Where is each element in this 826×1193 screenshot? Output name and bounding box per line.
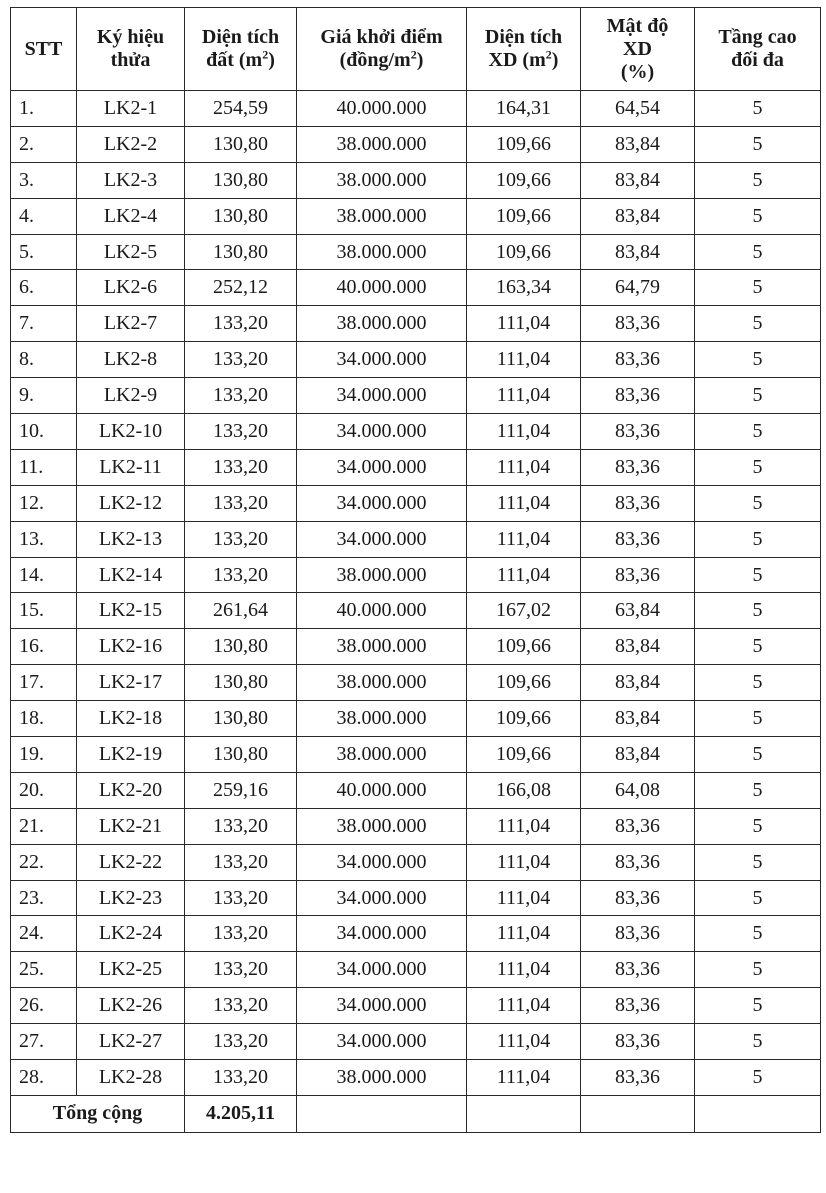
cell-starting-price: 34.000.000 bbox=[297, 378, 467, 414]
cell-starting-price: 34.000.000 bbox=[297, 521, 467, 557]
header-land-area-unit-sup: 2 bbox=[262, 47, 269, 62]
cell-max-floors: 5 bbox=[695, 198, 821, 234]
total-empty-cell bbox=[695, 1095, 821, 1132]
cell-stt: 27. bbox=[11, 1024, 77, 1060]
table-row bbox=[11, 629, 821, 665]
cell-max-floors: 5 bbox=[695, 629, 821, 665]
cell-land-area: 259,16 bbox=[185, 772, 297, 808]
cell-starting-price: 34.000.000 bbox=[297, 414, 467, 450]
cell-building-area: 111,04 bbox=[467, 844, 581, 880]
cell-land-area: 130,80 bbox=[185, 629, 297, 665]
table-row bbox=[11, 988, 821, 1024]
cell-lot-code: LK2-9 bbox=[77, 378, 185, 414]
header-max-floors-line1: Tầng cao bbox=[718, 26, 797, 48]
header-building-area-unit-sup: 2 bbox=[545, 47, 552, 62]
cell-land-area: 130,80 bbox=[185, 234, 297, 270]
cell-building-area: 111,04 bbox=[467, 880, 581, 916]
cell-lot-code: LK2-26 bbox=[77, 988, 185, 1024]
cell-building-area: 111,04 bbox=[467, 449, 581, 485]
cell-max-floors: 5 bbox=[695, 916, 821, 952]
cell-building-area: 109,66 bbox=[467, 234, 581, 270]
cell-land-area: 133,20 bbox=[185, 342, 297, 378]
cell-land-area: 133,20 bbox=[185, 880, 297, 916]
cell-starting-price: 38.000.000 bbox=[297, 701, 467, 737]
table-row bbox=[11, 162, 821, 198]
cell-max-floors: 5 bbox=[695, 378, 821, 414]
cell-lot-code: LK2-27 bbox=[77, 1024, 185, 1060]
cell-max-floors: 5 bbox=[695, 449, 821, 485]
header-max-floors-line2: đối đa bbox=[731, 49, 784, 71]
table-row bbox=[11, 772, 821, 808]
cell-building-area: 111,04 bbox=[467, 916, 581, 952]
cell-stt: 4. bbox=[11, 198, 77, 234]
cell-starting-price: 38.000.000 bbox=[297, 1060, 467, 1096]
table-row bbox=[11, 880, 821, 916]
table-row bbox=[11, 808, 821, 844]
cell-building-density: 83,36 bbox=[581, 844, 695, 880]
cell-land-area: 130,80 bbox=[185, 126, 297, 162]
cell-building-area: 166,08 bbox=[467, 772, 581, 808]
cell-building-area: 111,04 bbox=[467, 1060, 581, 1096]
cell-lot-code: LK2-10 bbox=[77, 414, 185, 450]
header-starting-price-line1: Giá khởi điểm bbox=[320, 26, 443, 48]
total-empty-cell bbox=[297, 1095, 467, 1132]
cell-land-area: 133,20 bbox=[185, 1024, 297, 1060]
table-row bbox=[11, 270, 821, 306]
cell-starting-price: 38.000.000 bbox=[297, 126, 467, 162]
cell-starting-price: 40.000.000 bbox=[297, 593, 467, 629]
cell-building-area: 111,04 bbox=[467, 342, 581, 378]
cell-max-floors: 5 bbox=[695, 880, 821, 916]
table-row bbox=[11, 91, 821, 127]
cell-starting-price: 34.000.000 bbox=[297, 880, 467, 916]
header-stt bbox=[11, 8, 77, 91]
table-row bbox=[11, 1024, 821, 1060]
cell-building-area: 111,04 bbox=[467, 1024, 581, 1060]
cell-building-density: 83,36 bbox=[581, 306, 695, 342]
cell-max-floors: 5 bbox=[695, 414, 821, 450]
table-header bbox=[11, 8, 821, 91]
cell-stt: 7. bbox=[11, 306, 77, 342]
cell-land-area: 130,80 bbox=[185, 665, 297, 701]
cell-starting-price: 34.000.000 bbox=[297, 485, 467, 521]
cell-building-area: 167,02 bbox=[467, 593, 581, 629]
cell-lot-code: LK2-5 bbox=[77, 234, 185, 270]
cell-building-area: 109,66 bbox=[467, 198, 581, 234]
cell-land-area: 133,20 bbox=[185, 988, 297, 1024]
cell-building-area: 109,66 bbox=[467, 162, 581, 198]
cell-stt: 2. bbox=[11, 126, 77, 162]
total-row bbox=[11, 1095, 821, 1132]
table-row bbox=[11, 414, 821, 450]
lot-table bbox=[10, 7, 821, 1133]
header-building-density bbox=[581, 8, 695, 91]
cell-building-area: 111,04 bbox=[467, 485, 581, 521]
cell-land-area: 133,20 bbox=[185, 306, 297, 342]
table-row bbox=[11, 1060, 821, 1096]
cell-land-area: 133,20 bbox=[185, 844, 297, 880]
header-lot-code-line1: Ký hiệu bbox=[96, 26, 165, 48]
cell-stt: 25. bbox=[11, 952, 77, 988]
cell-starting-price: 34.000.000 bbox=[297, 1024, 467, 1060]
cell-stt: 21. bbox=[11, 808, 77, 844]
header-land-area-unit-post: ) bbox=[268, 49, 275, 71]
cell-starting-price: 38.000.000 bbox=[297, 737, 467, 773]
cell-building-density: 83,36 bbox=[581, 1060, 695, 1096]
cell-starting-price: 34.000.000 bbox=[297, 988, 467, 1024]
cell-lot-code: LK2-4 bbox=[77, 198, 185, 234]
cell-lot-code: LK2-24 bbox=[77, 916, 185, 952]
header-building-density-line2: XD bbox=[623, 37, 652, 60]
cell-lot-code: LK2-8 bbox=[77, 342, 185, 378]
table-row bbox=[11, 378, 821, 414]
cell-land-area: 133,20 bbox=[185, 916, 297, 952]
header-building-area-line1: Diện tích bbox=[484, 26, 563, 48]
cell-building-area: 109,66 bbox=[467, 701, 581, 737]
cell-lot-code: LK2-11 bbox=[77, 449, 185, 485]
cell-building-density: 83,36 bbox=[581, 916, 695, 952]
cell-building-density: 83,84 bbox=[581, 701, 695, 737]
cell-stt: 17. bbox=[11, 665, 77, 701]
cell-stt: 23. bbox=[11, 880, 77, 916]
table-row bbox=[11, 449, 821, 485]
cell-building-area: 111,04 bbox=[467, 988, 581, 1024]
cell-starting-price: 38.000.000 bbox=[297, 557, 467, 593]
table-body bbox=[11, 91, 821, 1096]
cell-lot-code: LK2-16 bbox=[77, 629, 185, 665]
cell-lot-code: LK2-2 bbox=[77, 126, 185, 162]
table-row bbox=[11, 844, 821, 880]
lot-table-sheet bbox=[10, 7, 820, 1133]
cell-land-area: 261,64 bbox=[185, 593, 297, 629]
cell-starting-price: 34.000.000 bbox=[297, 342, 467, 378]
total-label: Tổng cộng bbox=[11, 1095, 185, 1132]
cell-lot-code: LK2-22 bbox=[77, 844, 185, 880]
cell-max-floors: 5 bbox=[695, 701, 821, 737]
cell-starting-price: 40.000.000 bbox=[297, 91, 467, 127]
cell-building-density: 83,84 bbox=[581, 126, 695, 162]
cell-land-area: 252,12 bbox=[185, 270, 297, 306]
cell-building-density: 83,36 bbox=[581, 988, 695, 1024]
cell-land-area: 133,20 bbox=[185, 485, 297, 521]
cell-lot-code: LK2-17 bbox=[77, 665, 185, 701]
cell-stt: 1. bbox=[11, 91, 77, 127]
header-land-area bbox=[185, 8, 297, 91]
cell-building-density: 83,36 bbox=[581, 449, 695, 485]
cell-stt: 15. bbox=[11, 593, 77, 629]
table-row bbox=[11, 557, 821, 593]
cell-starting-price: 38.000.000 bbox=[297, 665, 467, 701]
cell-land-area: 130,80 bbox=[185, 701, 297, 737]
cell-land-area: 130,80 bbox=[185, 198, 297, 234]
cell-stt: 9. bbox=[11, 378, 77, 414]
cell-stt: 13. bbox=[11, 521, 77, 557]
cell-max-floors: 5 bbox=[695, 521, 821, 557]
cell-land-area: 130,80 bbox=[185, 737, 297, 773]
cell-building-density: 64,08 bbox=[581, 772, 695, 808]
table-row bbox=[11, 521, 821, 557]
cell-lot-code: LK2-25 bbox=[77, 952, 185, 988]
header-max-floors bbox=[695, 8, 821, 91]
cell-land-area: 133,20 bbox=[185, 378, 297, 414]
header-lot-code bbox=[77, 8, 185, 91]
total-land-area: 4.205,11 bbox=[185, 1095, 297, 1132]
cell-land-area: 133,20 bbox=[185, 414, 297, 450]
cell-max-floors: 5 bbox=[695, 665, 821, 701]
cell-building-density: 64,54 bbox=[581, 91, 695, 127]
cell-lot-code: LK2-19 bbox=[77, 737, 185, 773]
cell-stt: 14. bbox=[11, 557, 77, 593]
cell-stt: 28. bbox=[11, 1060, 77, 1096]
cell-lot-code: LK2-1 bbox=[77, 91, 185, 127]
cell-building-density: 83,36 bbox=[581, 485, 695, 521]
cell-building-area: 164,31 bbox=[467, 91, 581, 127]
cell-max-floors: 5 bbox=[695, 485, 821, 521]
header-land-area-unit-pre: đất (m bbox=[206, 49, 263, 71]
cell-stt: 26. bbox=[11, 988, 77, 1024]
cell-max-floors: 5 bbox=[695, 270, 821, 306]
table-row bbox=[11, 126, 821, 162]
cell-building-density: 83,36 bbox=[581, 880, 695, 916]
cell-starting-price: 34.000.000 bbox=[297, 916, 467, 952]
header-starting-price bbox=[297, 8, 467, 91]
cell-land-area: 130,80 bbox=[185, 162, 297, 198]
cell-lot-code: LK2-28 bbox=[77, 1060, 185, 1096]
cell-building-density: 64,79 bbox=[581, 270, 695, 306]
cell-max-floors: 5 bbox=[695, 557, 821, 593]
cell-building-area: 109,66 bbox=[467, 665, 581, 701]
table-row bbox=[11, 593, 821, 629]
cell-land-area: 133,20 bbox=[185, 449, 297, 485]
cell-max-floors: 5 bbox=[695, 808, 821, 844]
cell-lot-code: LK2-20 bbox=[77, 772, 185, 808]
cell-land-area: 133,20 bbox=[185, 557, 297, 593]
table-row bbox=[11, 485, 821, 521]
cell-stt: 3. bbox=[11, 162, 77, 198]
cell-starting-price: 38.000.000 bbox=[297, 198, 467, 234]
cell-max-floors: 5 bbox=[695, 952, 821, 988]
cell-max-floors: 5 bbox=[695, 1060, 821, 1096]
cell-max-floors: 5 bbox=[695, 737, 821, 773]
cell-starting-price: 34.000.000 bbox=[297, 952, 467, 988]
header-starting-price-unit-post: ) bbox=[416, 49, 424, 71]
cell-starting-price: 38.000.000 bbox=[297, 234, 467, 270]
header-starting-price-unit-pre: (đồng/m bbox=[339, 49, 411, 71]
cell-building-density: 83,36 bbox=[581, 952, 695, 988]
cell-building-density: 83,36 bbox=[581, 557, 695, 593]
cell-building-density: 83,84 bbox=[581, 629, 695, 665]
cell-max-floors: 5 bbox=[695, 772, 821, 808]
cell-building-area: 111,04 bbox=[467, 808, 581, 844]
cell-land-area: 133,20 bbox=[185, 1060, 297, 1096]
cell-max-floors: 5 bbox=[695, 306, 821, 342]
table-row bbox=[11, 306, 821, 342]
cell-building-area: 111,04 bbox=[467, 521, 581, 557]
cell-land-area: 133,20 bbox=[185, 952, 297, 988]
cell-building-density: 83,84 bbox=[581, 737, 695, 773]
cell-starting-price: 40.000.000 bbox=[297, 772, 467, 808]
cell-lot-code: LK2-12 bbox=[77, 485, 185, 521]
cell-lot-code: LK2-14 bbox=[77, 557, 185, 593]
header-building-area-unit-post: ) bbox=[551, 49, 559, 71]
table-row bbox=[11, 737, 821, 773]
cell-building-area: 163,34 bbox=[467, 270, 581, 306]
cell-lot-code: LK2-13 bbox=[77, 521, 185, 557]
cell-building-density: 63,84 bbox=[581, 593, 695, 629]
cell-max-floors: 5 bbox=[695, 91, 821, 127]
cell-lot-code: LK2-23 bbox=[77, 880, 185, 916]
cell-starting-price: 38.000.000 bbox=[297, 629, 467, 665]
cell-lot-code: LK2-7 bbox=[77, 306, 185, 342]
cell-starting-price: 38.000.000 bbox=[297, 306, 467, 342]
table-row bbox=[11, 198, 821, 234]
cell-building-density: 83,36 bbox=[581, 414, 695, 450]
cell-max-floors: 5 bbox=[695, 1024, 821, 1060]
cell-building-density: 83,36 bbox=[581, 808, 695, 844]
cell-building-density: 83,36 bbox=[581, 342, 695, 378]
cell-building-area: 111,04 bbox=[467, 414, 581, 450]
cell-lot-code: LK2-21 bbox=[77, 808, 185, 844]
cell-building-density: 83,36 bbox=[581, 521, 695, 557]
table-row bbox=[11, 234, 821, 270]
total-empty-cell bbox=[467, 1095, 581, 1132]
cell-stt: 11. bbox=[11, 449, 77, 485]
table-row bbox=[11, 665, 821, 701]
cell-starting-price: 34.000.000 bbox=[297, 449, 467, 485]
table-row bbox=[11, 342, 821, 378]
cell-max-floors: 5 bbox=[695, 342, 821, 378]
cell-stt: 12. bbox=[11, 485, 77, 521]
cell-starting-price: 38.000.000 bbox=[297, 162, 467, 198]
cell-building-area: 111,04 bbox=[467, 306, 581, 342]
header-row bbox=[11, 8, 821, 91]
cell-land-area: 133,20 bbox=[185, 521, 297, 557]
cell-building-density: 83,84 bbox=[581, 162, 695, 198]
cell-stt: 16. bbox=[11, 629, 77, 665]
cell-stt: 5. bbox=[11, 234, 77, 270]
header-building-area-unit-pre: XD (m bbox=[488, 49, 546, 71]
cell-stt: 8. bbox=[11, 342, 77, 378]
header-starting-price-unit-sup: 2 bbox=[410, 47, 417, 62]
cell-stt: 20. bbox=[11, 772, 77, 808]
cell-building-area: 111,04 bbox=[467, 952, 581, 988]
total-empty-cell bbox=[581, 1095, 695, 1132]
cell-max-floors: 5 bbox=[695, 126, 821, 162]
header-building-area-line2 bbox=[467, 49, 580, 72]
cell-lot-code: LK2-6 bbox=[77, 270, 185, 306]
cell-stt: 10. bbox=[11, 414, 77, 450]
header-lot-code-line2: thửa bbox=[110, 49, 151, 71]
cell-lot-code: LK2-15 bbox=[77, 593, 185, 629]
cell-lot-code: LK2-18 bbox=[77, 701, 185, 737]
cell-starting-price: 34.000.000 bbox=[297, 844, 467, 880]
cell-building-density: 83,36 bbox=[581, 378, 695, 414]
cell-building-area: 111,04 bbox=[467, 557, 581, 593]
header-land-area-line1: Diện tích bbox=[201, 26, 280, 48]
cell-land-area: 133,20 bbox=[185, 808, 297, 844]
header-starting-price-line2 bbox=[297, 49, 466, 72]
cell-building-density: 83,84 bbox=[581, 665, 695, 701]
cell-building-area: 111,04 bbox=[467, 378, 581, 414]
cell-starting-price: 40.000.000 bbox=[297, 270, 467, 306]
cell-lot-code: LK2-3 bbox=[77, 162, 185, 198]
cell-building-density: 83,36 bbox=[581, 1024, 695, 1060]
cell-stt: 24. bbox=[11, 916, 77, 952]
table-row bbox=[11, 701, 821, 737]
header-stt-label: STT bbox=[24, 37, 63, 60]
cell-starting-price: 38.000.000 bbox=[297, 808, 467, 844]
cell-building-area: 109,66 bbox=[467, 737, 581, 773]
cell-stt: 22. bbox=[11, 844, 77, 880]
cell-stt: 19. bbox=[11, 737, 77, 773]
cell-building-density: 83,84 bbox=[581, 198, 695, 234]
header-building-density-line1: Mật độ bbox=[606, 14, 669, 37]
header-land-area-line2 bbox=[185, 49, 296, 72]
table-row bbox=[11, 952, 821, 988]
header-building-area bbox=[467, 8, 581, 91]
cell-land-area: 254,59 bbox=[185, 91, 297, 127]
cell-stt: 6. bbox=[11, 270, 77, 306]
cell-max-floors: 5 bbox=[695, 844, 821, 880]
cell-stt: 18. bbox=[11, 701, 77, 737]
cell-building-area: 109,66 bbox=[467, 629, 581, 665]
header-building-density-line3: (%) bbox=[620, 60, 655, 83]
cell-max-floors: 5 bbox=[695, 162, 821, 198]
table-footer bbox=[11, 1095, 821, 1132]
cell-building-density: 83,84 bbox=[581, 234, 695, 270]
cell-building-area: 109,66 bbox=[467, 126, 581, 162]
cell-max-floors: 5 bbox=[695, 988, 821, 1024]
cell-max-floors: 5 bbox=[695, 234, 821, 270]
table-row bbox=[11, 916, 821, 952]
cell-max-floors: 5 bbox=[695, 593, 821, 629]
